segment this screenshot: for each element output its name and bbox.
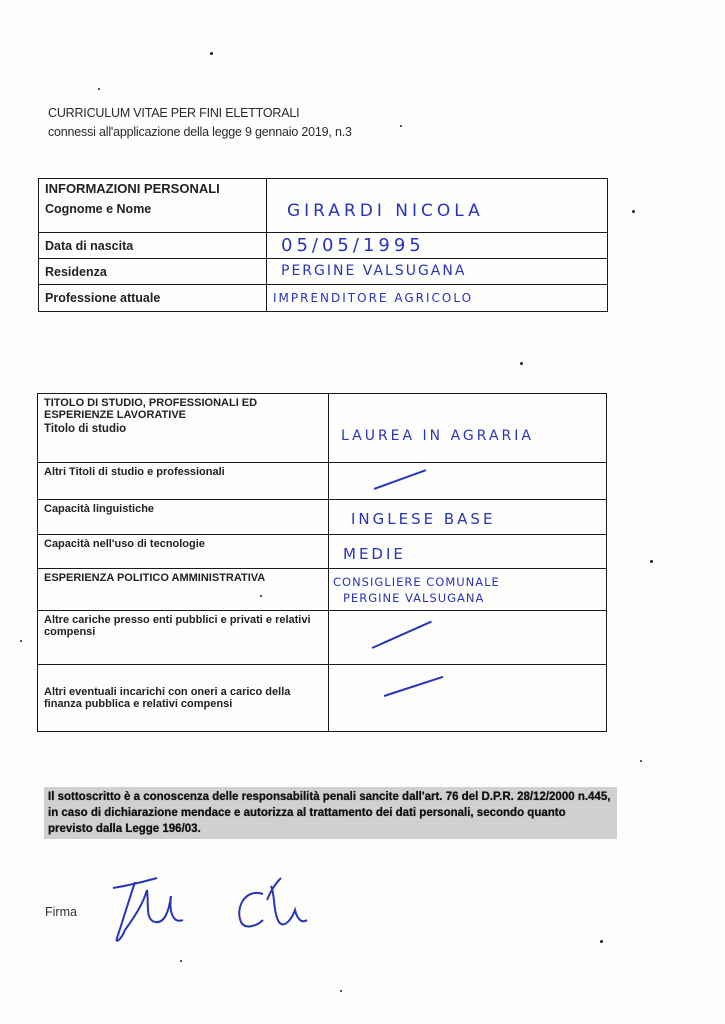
studies-other-value-cell [329,463,607,500]
scan-speck [640,760,642,762]
studies-languages-value-cell [329,500,607,535]
empty-dash-mark [384,676,443,697]
scan-speck [632,210,635,213]
header-title: CURRICULUM VITAE PER FINI ELETTORALI [48,106,300,120]
scan-speck [210,52,213,55]
studies-tech-value-cell [329,535,607,569]
personal-value-birth: 05/05/1995 [281,235,425,256]
studies-label-politics: ESPERIENZA POLITICO AMMINISTRATIVA [44,572,266,584]
studies-label-assignments: Altri eventuali incarichi con oneri a carico della finanza pubblica e relativi compensi [44,686,291,710]
studies-politics-value-cell [329,569,607,611]
studies-value-politics-2: PERGINE VALSUGANA [343,591,485,605]
personal-label-profession: Professione attuale [45,291,161,305]
studies-offices-label-cell [38,611,329,665]
studies-value-languages: INGLESE BASE [351,510,496,528]
scan-speck [340,990,342,992]
scan-speck [20,640,22,642]
studies-value-politics-1: CONSIGLIERE COMUNALE [333,575,500,589]
scan-speck [400,125,402,127]
personal-section-title: INFORMAZIONI PERSONALI [45,181,220,196]
declaration-notice: Il sottoscritto è a conoscenza delle responsabilità penali sancite dall'art. 76 del D.P.R. 28/12/2000 n.445, in caso di dichiarazione mendace e autorizza al trattamento dei dati personali, secondo quanto previsto dalla Legge 196/03. [44,787,617,839]
studies-label-offices: Altre cariche presso enti pubblici e privati e relativi compensi [44,614,311,638]
empty-dash-mark [372,621,432,649]
studies-label-degree: Titolo di studio [44,423,127,435]
personal-value-residence: PERGINE VALSUGANA [281,263,467,279]
personal-name-label-cell [39,179,267,233]
studies-value-tech: MEDIE [343,545,406,563]
personal-value-profession: IMPRENDITORE AGRICOLO [273,291,474,305]
studies-offices-value-cell [329,611,607,665]
studies-degree-value-cell [329,394,607,463]
scan-speck [520,362,523,365]
studies-section-title-1: TITOLO DI STUDIO, PROFESSIONALI ED [44,397,258,409]
personal-label-residence: Residenza [45,264,107,279]
personal-value-name: GIRARDI NICOLA [287,201,484,221]
personal-name-value-cell [267,179,608,233]
studies-politics-label-cell [38,569,329,611]
studies-languages-label-cell [38,500,329,535]
personal-info-table [38,178,608,312]
studies-other-label-cell [38,463,329,500]
personal-profession-label-cell [39,285,267,312]
personal-residence-label-cell [39,259,267,285]
studies-title-label-cell [38,394,329,463]
personal-residence-value-cell [267,259,608,285]
signature-label: Firma [45,905,77,919]
studies-assignments-label-cell [38,665,329,732]
scan-speck [650,560,653,563]
studies-value-degree: LAUREA IN AGRARIA [341,428,534,444]
studies-tech-label-cell [38,535,329,569]
studies-label-other: Altri Titoli di studio e professionali [44,466,225,478]
handwritten-signature [95,860,325,950]
studies-label-languages: Capacità linguistiche [44,503,155,515]
header-subtitle: connessi all'applicazione della legge 9 gennaio 2019, n.3 [48,125,352,139]
personal-label-birth: Data di nascita [45,238,134,253]
studies-label-tech: Capacità nell'uso di tecnologie [44,538,205,550]
personal-birth-label-cell [39,233,267,259]
empty-dash-mark [374,469,426,489]
personal-birth-value-cell [267,233,608,259]
studies-section-title-2: ESPERIENZE LAVORATIVE [44,409,187,421]
scan-speck [98,88,100,90]
scan-speck [600,940,603,943]
studies-table [37,393,607,732]
document-header [48,104,352,142]
scan-speck [180,960,182,962]
personal-label-name: Cognome e Nome [45,202,152,216]
personal-profession-value-cell [267,285,608,312]
studies-assignments-value-cell [329,665,607,732]
